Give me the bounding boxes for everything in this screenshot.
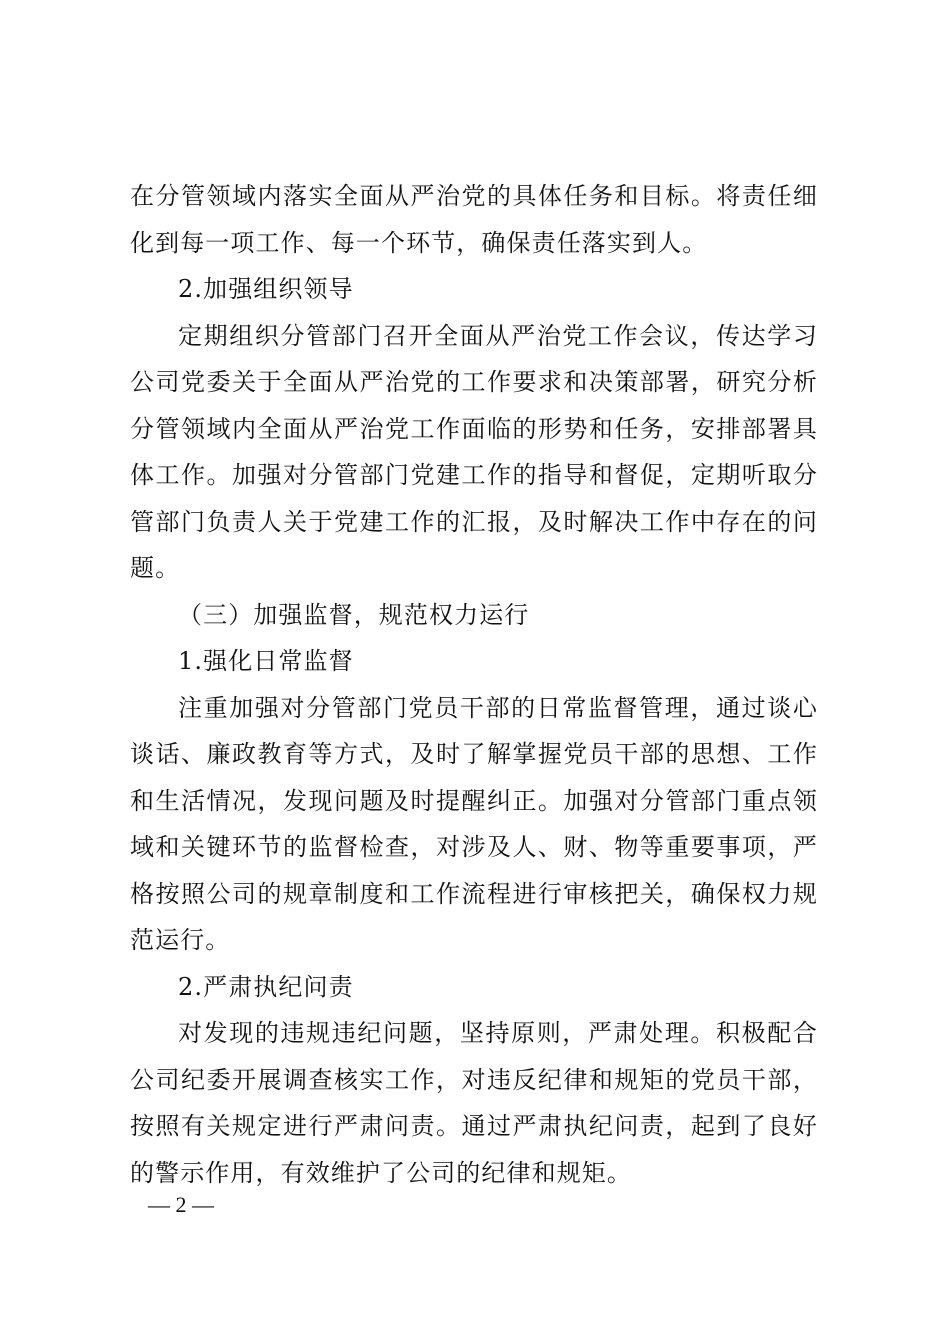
subheading-daily-supervision: 1.强化日常监督	[178, 647, 354, 675]
page-number: — 2 —	[148, 1192, 214, 1217]
paragraph-continued-responsibility: 在分管领域内落实全面从严治党的具体任务和目标。将责任细化到每一项工作、每一个环节，确保责任落实到人。	[130, 182, 818, 257]
paragraph-discipline-accountability: 对发现的违规违纪问题，坚持原则，严肃处理。积极配合公司纪委开展调查核实工作，对违反纪律和规矩的党员干部，按照有关规定进行严肃问责。通过严肃执纪问责，起到了良好的警示作用，有效维护了公司的纪律和规矩。	[130, 1019, 818, 1187]
subheading-strengthen-organization: 2.加强组织领导	[178, 275, 354, 303]
subheading-discipline-accountability: 2.严肃执纪问责	[178, 972, 354, 1001]
paragraph-daily-supervision: 注重加强对分管部门党员干部的日常监督管理，通过谈心谈话、廉政教育等方式，及时了解掌握党员干部的思想、工作和生活情况，发现问题及时提醒纠正。加强对分管部门重点领域和关键环节的监督检查，对涉及人、财、物等重要事项，严格按照公司的规章制度和工作流程进行审核把关，确保权力规范运行。	[130, 693, 818, 954]
paragraph-organization-leadership: 定期组织分管部门召开全面从严治党工作会议，传达学习公司党委关于全面从严治党的工作要求和决策部署，研究分析分管领域内全面从严治党工作面临的形势和任务，安排部署具体工作。加强对分管部门党建工作的指导和督促，定期听取分管部门负责人关于党建工作的汇报，及时解决工作中存在的问题。	[130, 321, 818, 582]
section-heading-supervision: （三）加强监督，规范权力运行	[178, 600, 530, 629]
document-body	[130, 173, 818, 1196]
